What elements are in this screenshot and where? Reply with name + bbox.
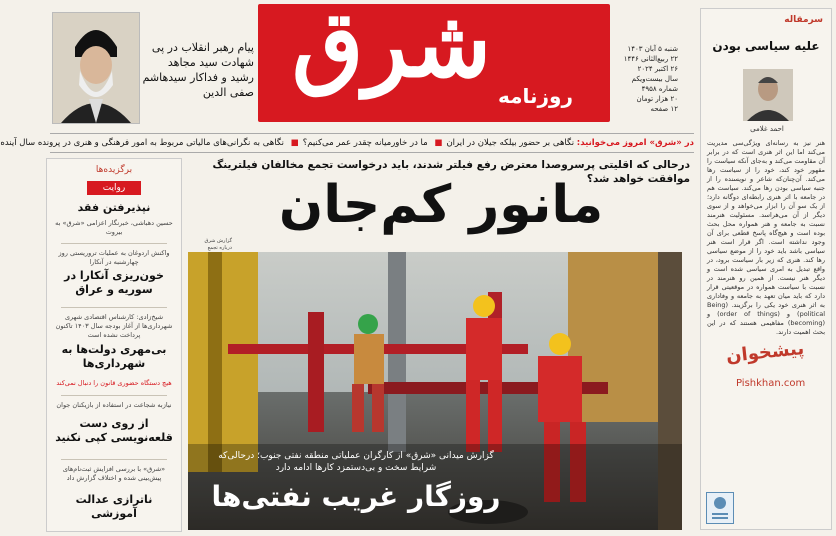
newspaper-logo	[258, 0, 610, 122]
barcode-badge	[706, 492, 734, 524]
highlight-summary: شیخ‌زادی: کارشناس اقتصادی شهری شهرداری‌ها از آغاز بودجه سال ۱۴۰۳ تاکنون پرداخت نشده است	[55, 313, 173, 339]
meta-line: شنبه ۵ آبان ۱۴۰۳	[627, 45, 678, 53]
highlights-column	[46, 158, 182, 532]
logo-small: روزنامه	[498, 84, 573, 108]
narrative-tag: روایت	[87, 181, 141, 195]
meta-line: سال بیست‌ویکم	[631, 75, 678, 83]
photo-title[interactable]: روزگار غریب نفتی‌ها	[211, 480, 501, 513]
meta-line: شماره ۴۹۵۸	[641, 85, 678, 93]
watermark-logo: پیشخوان	[725, 337, 806, 368]
ticker-separator: ■	[434, 138, 443, 148]
highlight-title[interactable]: نپذیرفتن فقد	[77, 201, 151, 214]
highlight-title[interactable]: خون‌ریزی آنکارا در سوریه و عراق	[64, 269, 164, 296]
editorial-author: احمد غلامی	[750, 125, 784, 133]
highlight-title[interactable]: از روی دست قلعه‌نویسی کپی نکنید	[55, 417, 173, 444]
leader-portrait	[52, 12, 140, 124]
ticker-item[interactable]: نگاهی بر حضور بیلکه جیلان در ایران	[446, 138, 575, 148]
author-photo	[743, 69, 793, 121]
meta-line: ۲۶ اکتبر ۲۰۲۴	[637, 65, 678, 73]
highlight-title[interactable]: ناترازی عدالت آموزشی	[75, 493, 153, 520]
ticker-separator: ■	[290, 138, 299, 148]
main-headline[interactable]: مانور کم‌جان	[278, 175, 604, 235]
highlight-note: هیچ دستگاه حضوری ‌قانون را دنبال نمی‌کند	[56, 379, 172, 387]
issue-meta	[616, 44, 678, 114]
divider	[61, 243, 167, 244]
ticker-item[interactable]: نگاهی به نگرانی‌های مالیاتی مربوط به امور فرهنگی و هنری در پرونده سال آینده	[0, 138, 284, 148]
ticker-label: در «شرق» امروز می‌خوانید:	[576, 138, 694, 148]
photo-caption: گزارش میدانی «شرق» از کارگران عملیاتی منطقه نفتی جنوب؛ درحالی‌که شرایط سخت و بی‌دستمزد کارها ادامه دارد	[218, 451, 494, 473]
ticker-item[interactable]: ما در خاورمیانه چقدر عمر می‌کنیم؟	[302, 138, 428, 148]
divider	[61, 459, 167, 460]
side-caption: گزارش شرق درباره تجمع	[204, 238, 232, 251]
divider	[61, 395, 167, 396]
meta-line: ۲۲ ربیع‌الثانی ۱۴۴۶	[623, 55, 678, 63]
main-kicker: درحالی که اقلیتی پرسروصدا معترض رفع فیلتر شدند، باید درخواست تجمع مخالفان فیلترینگ موافقت خواهد شد؟	[212, 159, 690, 185]
highlights-header: برگزیده‌ها	[95, 165, 133, 175]
highlight-summary: «شرق» با بررسی افزایش ثبت‌نام‌های پیش‌بینی شده و اختلاف گزارش داد	[62, 465, 166, 482]
editorial-title: علیه سیاسی بودن	[712, 39, 820, 53]
editorial-body: هنر نیز به رسانه‌ای ویژگی‌سی مدیریت می‌کند اما این اثر هنری است که در برابر آن مقاومت می‌کند و به‌جای آنکه سیاست را مقهور خود کند، خود را از سیاست رها می‌کند. آن‌چنان‌که شاعر و نویسنده را از جنبه سیاسی بودن رها می‌کند. سیاست هم در جامعه با اثر هنری رابطه‌ای دوگانه دارد؛ از یک سو آن را ابزار می‌خواهد و از سوی دیگر از آن می‌هراسد. مسئولیت هنرمند نسبت به جامعه و هنر همواره محل بحث بوده است و هیچ‌گاه پاسخ قطعی برای آن وجود نداشته است. اگر قرار است هنر سیاسی باشد باید خود را از موضع سیاسی رها کند. هنری که زیر بار سیاست برود، در واقع تبدیل به امری سیاسی شده است و دیگر هنر نیست. از همین رو هنرمند در نسبت با سیاست همواره در موقعیتی قرار دارد که باید میان تعهد به جامعه و وفاداری به اثر هنری خود یکی را برگزیند. (Being political) و (order of things) و (becoming) مفاهیمی هستند که در این بحث اهمیت دارند.	[707, 139, 825, 336]
ticker-bar	[0, 133, 694, 153]
leader-caption: پیام رهبر انقلاب در پی شهادت سید مجاهد رشید و فداکار سیدهاشم صفی الدین	[142, 41, 254, 99]
highlight-summary: نیازبه شجاعت در استفاده از بازیکنان جوان	[56, 401, 172, 409]
highlight-title[interactable]: بی‌مهری دولت‌ها به شهرداری‌ها	[61, 343, 167, 370]
editorial-section: سرمقاله	[784, 15, 823, 25]
editorial-column	[700, 8, 832, 530]
watermark-url: Pishkhan.com	[736, 378, 806, 389]
highlight-summary: حسین دهباشی، خبرنگار اعزامی «شرق» به بیروت	[55, 219, 173, 236]
logo-main: شرق	[292, 0, 492, 98]
meta-line: ۲۰ هزار تومان	[636, 95, 678, 103]
highlight-summary: واکنش اردوغان به عملیات تروریستی روز چهارشنبه در آنکارا	[58, 249, 170, 266]
meta-line: ۱۲ صفحه	[650, 105, 678, 113]
divider	[61, 307, 167, 308]
